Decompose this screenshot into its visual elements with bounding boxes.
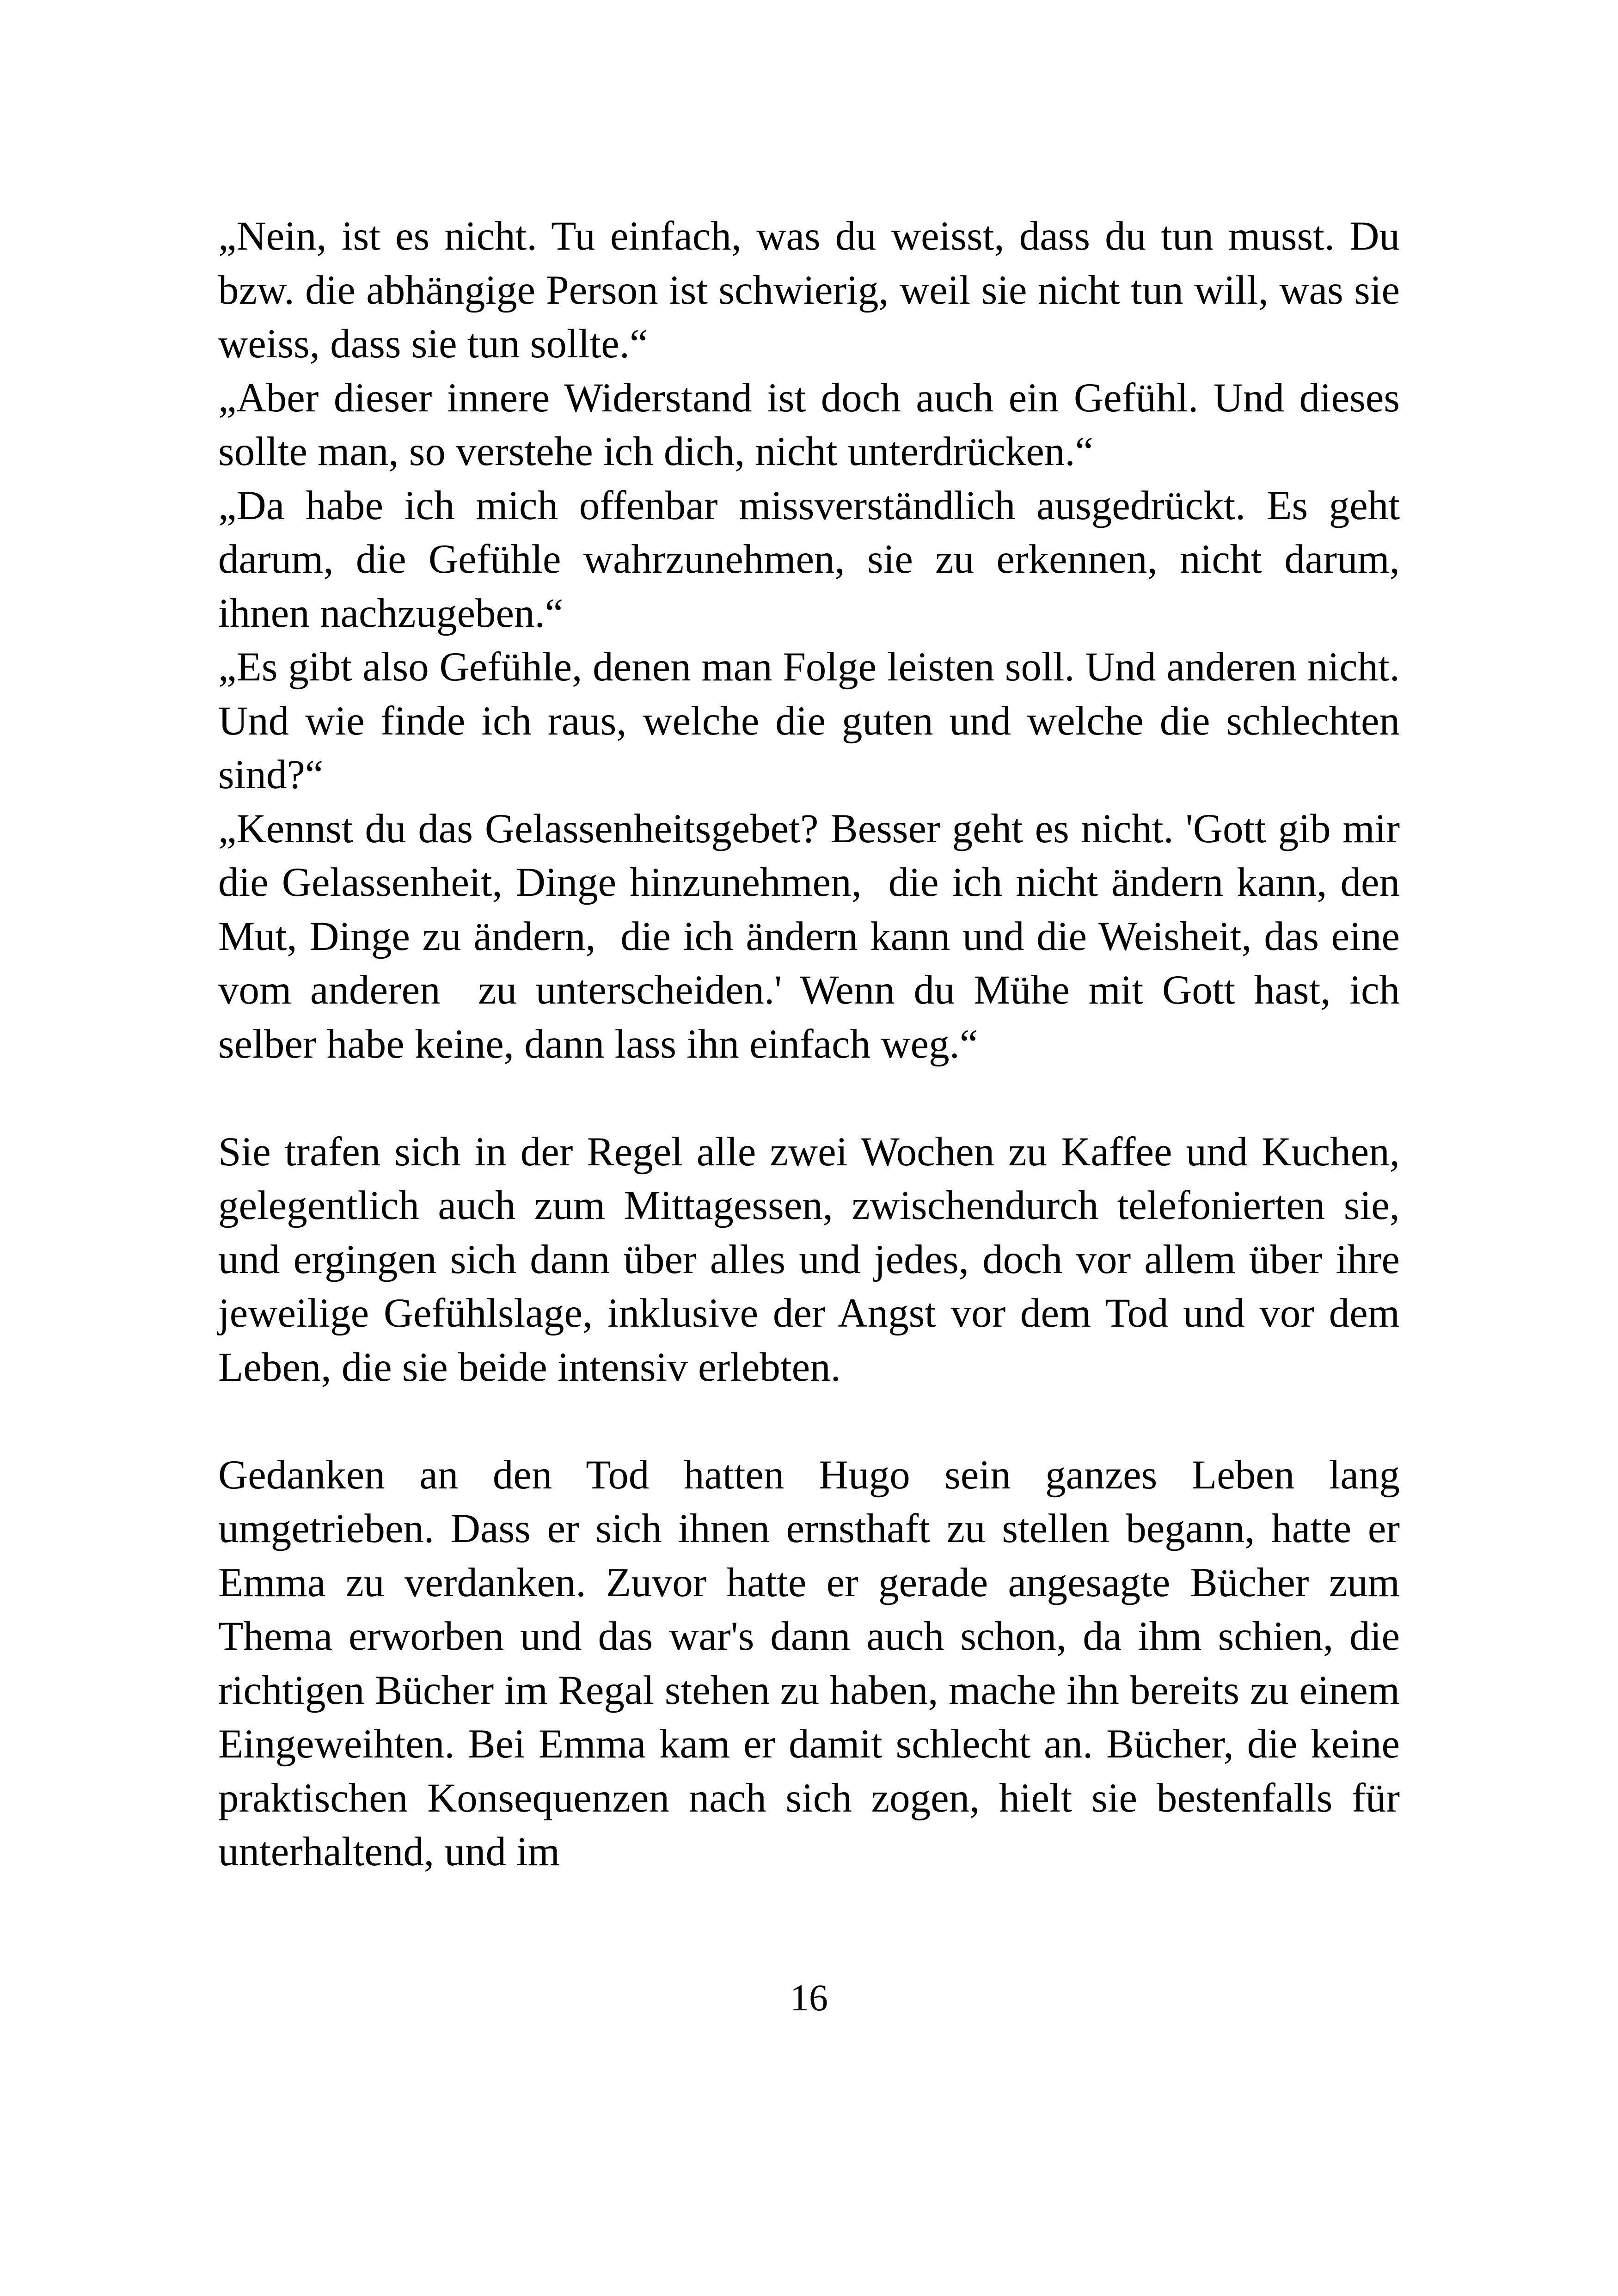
dialogue-line: „Kennst du das Gelassenheitsgebet? Besser geht es nicht. 'Gott gib mir die Gelassenheit, Dinge hinzunehmen, die ich nicht ändern kann, den Mut, Dinge zu ändern, die ich ändern kann und die Weisheit, das eine vom anderen zu unterscheiden.' Wenn du Mühe mit Gott hast, ich selber habe keine, dann lass ihn einfach weg.“ — [218, 806, 1410, 1067]
body-text — [218, 209, 1410, 1879]
paragraph-spacer — [218, 1394, 1400, 1448]
dialogue-line: „Es gibt also Gefühle, denen man Folge leisten soll. Und anderen nicht. Und wie finde ich raus, welche die guten und welche die schlechten sind?“ — [218, 644, 1410, 797]
dialogue-line: „Aber dieser innere Widerstand ist doch auch ein Gefühl. Und dieses sollte man, so verstehe ich dich, nicht unterdrücken.“ — [218, 375, 1410, 474]
paragraph: Sie trafen sich in der Regel alle zwei Wochen zu Kaffee und Kuchen, gelegentlich auch zum Mittagessen, zwischendurch telefonierten sie, und ergingen sich dann über alles und jedes, doch vor allem über ihre jeweilige Gefühlslage, inklusive der Angst vor dem Tod und vor dem Leben, die sie beide intensiv erlebten. — [218, 1129, 1410, 1390]
paragraph: Gedanken an den Tod hatten Hugo sein ganzes Leben lang umgetrieben. Dass er sich ihnen ernsthaft zu stellen begann, hatte er Emma zu verdanken. Zuvor hatte er gerade angesagte Bücher zum Thema erworben und das war's dann auch schon, da ihm schien, die richtigen Bücher im Regal stehen zu haben, mache ihn bereits zu einem Eingeweihten. Bei Emma kam er damit schlecht an. Bücher, die keine praktischen Konsequenzen nach sich zogen, hielt sie bestenfalls für unterhaltend, und im — [218, 1452, 1410, 1874]
paragraph-spacer — [218, 1071, 1400, 1125]
page-number: 16 — [790, 1977, 828, 2019]
dialogue-line: „Nein, ist es nicht. Tu einfach, was du weisst, dass du tun musst. Du bzw. die abhängige Person ist schwierig, weil sie nicht tun will, was sie weiss, dass sie tun sollte.“ — [218, 214, 1410, 367]
dialogue-line: „Da habe ich mich offenbar missverständlich ausgedrückt. Es geht darum, die Gefühle wahrzunehmen, sie zu erkennen, nicht darum, ihnen nachzugeben.“ — [218, 483, 1410, 636]
